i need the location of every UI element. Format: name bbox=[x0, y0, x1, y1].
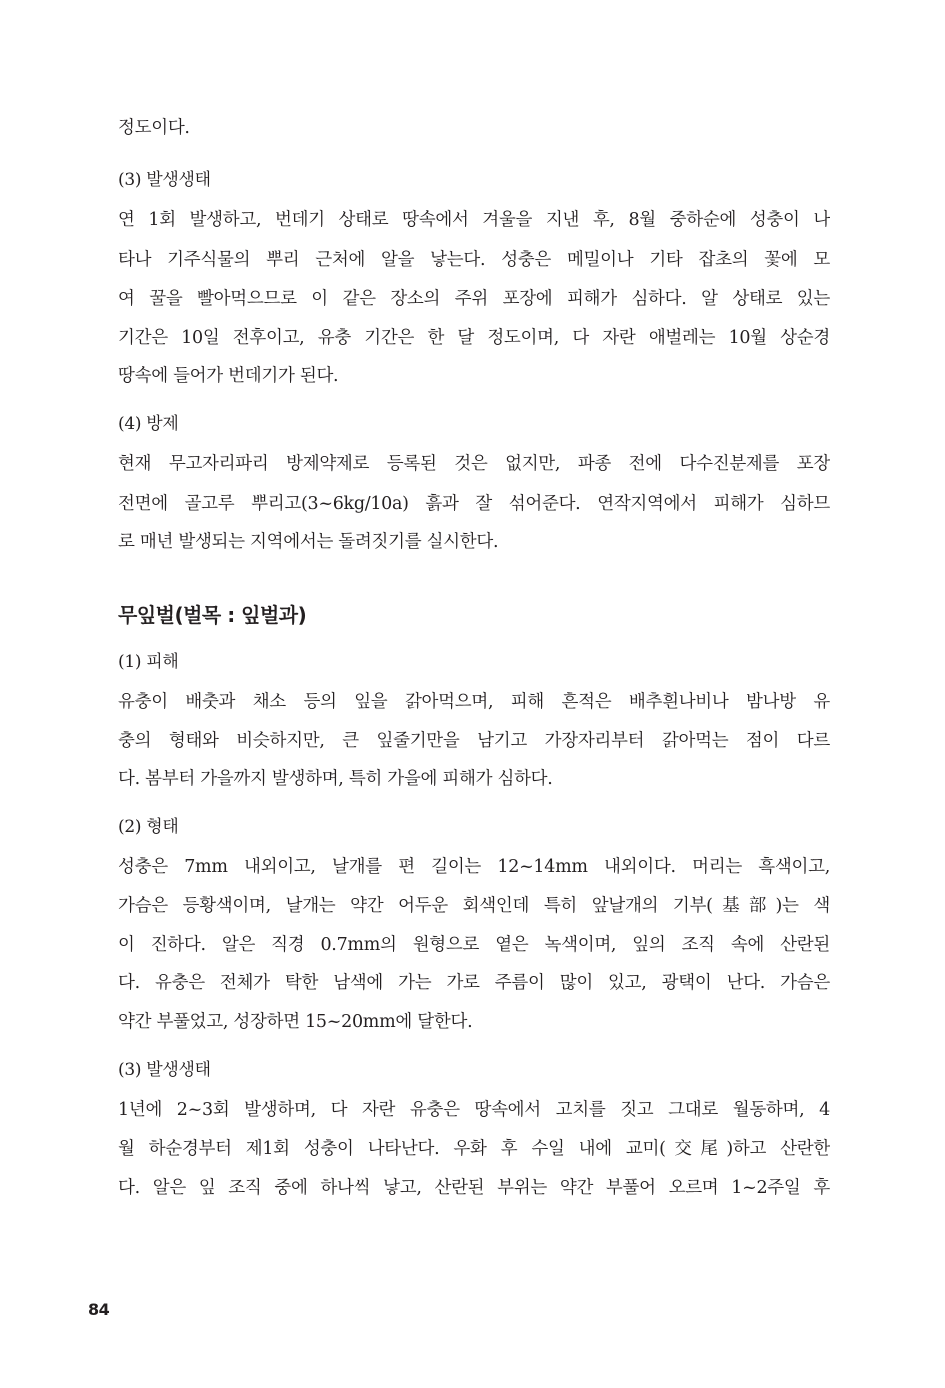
paragraph-line: 약간 부풀었고, 성장하면 15~20mm에 달한다. bbox=[118, 1012, 473, 1032]
paragraph-line: 유충이 배춧과 채소 등의 잎을 갉아먹으며, 피해 흔적은 배추흰나비나 밤나방 유 bbox=[118, 692, 830, 712]
paragraph-line: 다. 봄부터 가을까지 발생하며, 특히 가을에 피해가 심하다. bbox=[118, 769, 553, 789]
page-number: 84 bbox=[88, 1300, 110, 1319]
paragraph-line: 1년에 2~3회 발생하며, 다 자란 유충은 땅속에서 고치를 짓고 그대로 월동하며, 4 bbox=[118, 1100, 830, 1120]
paragraph-line: 성충은 7mm 내외이고, 날개를 편 길이는 12~14mm 내외이다. 머리는 흑색이고, bbox=[118, 857, 830, 877]
paragraph-line: 전면에 골고루 뿌리고(3~6kg/10a) 흙과 잘 섞어준다. 연작지역에서 피해가 심하므 bbox=[118, 494, 830, 514]
subsection-title: (3) 발생생태 bbox=[118, 1060, 211, 1080]
subsection-title: (1) 피해 bbox=[118, 652, 179, 672]
paragraph-line: 다. 알은 잎 조직 중에 하나씩 낳고, 산란된 부위는 약간 부풀어 오르며 1~2주일 후 bbox=[118, 1178, 830, 1198]
subsection-title: (3) 발생생태 bbox=[118, 170, 211, 190]
paragraph-line: 땅속에 들어가 번데기가 된다. bbox=[118, 366, 339, 386]
section-heading: 무잎벌(벌목 : 잎벌과) bbox=[118, 603, 307, 627]
paragraph-line: 로 매년 발생되는 지역에서는 돌려짓기를 실시한다. bbox=[118, 532, 499, 552]
paragraph-line: 가슴은 등황색이며, 날개는 약간 어두운 회색인데 특히 앞날개의 기부(基部)는 색 bbox=[118, 896, 830, 916]
paragraph-line: 다. 유충은 전체가 탁한 남색에 가는 가로 주름이 많이 있고, 광택이 난다. 가슴은 bbox=[118, 973, 830, 993]
paragraph-line: 월 하순경부터 제1회 성충이 나타난다. 우화 후 수일 내에 교미(交尾)하고 산란한 bbox=[118, 1139, 830, 1159]
subsection-title: (4) 방제 bbox=[118, 414, 179, 434]
paragraph-line: 현재 무고자리파리 방제약제로 등록된 것은 없지만, 파종 전에 다수진분제를 포장 bbox=[118, 454, 830, 474]
paragraph-line: 연 1회 발생하고, 번데기 상태로 땅속에서 겨울을 지낸 후, 8월 중하순에 성충이 나 bbox=[118, 210, 830, 230]
paragraph-line: 타나 기주식물의 뿌리 근처에 알을 낳는다. 성충은 메밀이나 기타 잡초의 꽃에 모 bbox=[118, 250, 830, 270]
paragraph-line: 여 꿀을 빨아먹으므로 이 같은 장소의 주위 포장에 피해가 심하다. 알 상태로 있는 bbox=[118, 289, 830, 309]
paragraph-line: 정도이다. bbox=[118, 118, 190, 138]
subsection-title: (2) 형태 bbox=[118, 817, 179, 837]
paragraph-line: 이 진하다. 알은 직경 0.7mm의 원형으로 옅은 녹색이며, 잎의 조직 속에 산란된 bbox=[118, 935, 830, 955]
paragraph-line: 충의 형태와 비슷하지만, 큰 잎줄기만을 남기고 가장자리부터 갉아먹는 점이 다르 bbox=[118, 731, 830, 751]
paragraph-line: 기간은 10일 전후이고, 유충 기간은 한 달 정도이며, 다 자란 애벌레는 10월 상순경 bbox=[118, 328, 830, 348]
